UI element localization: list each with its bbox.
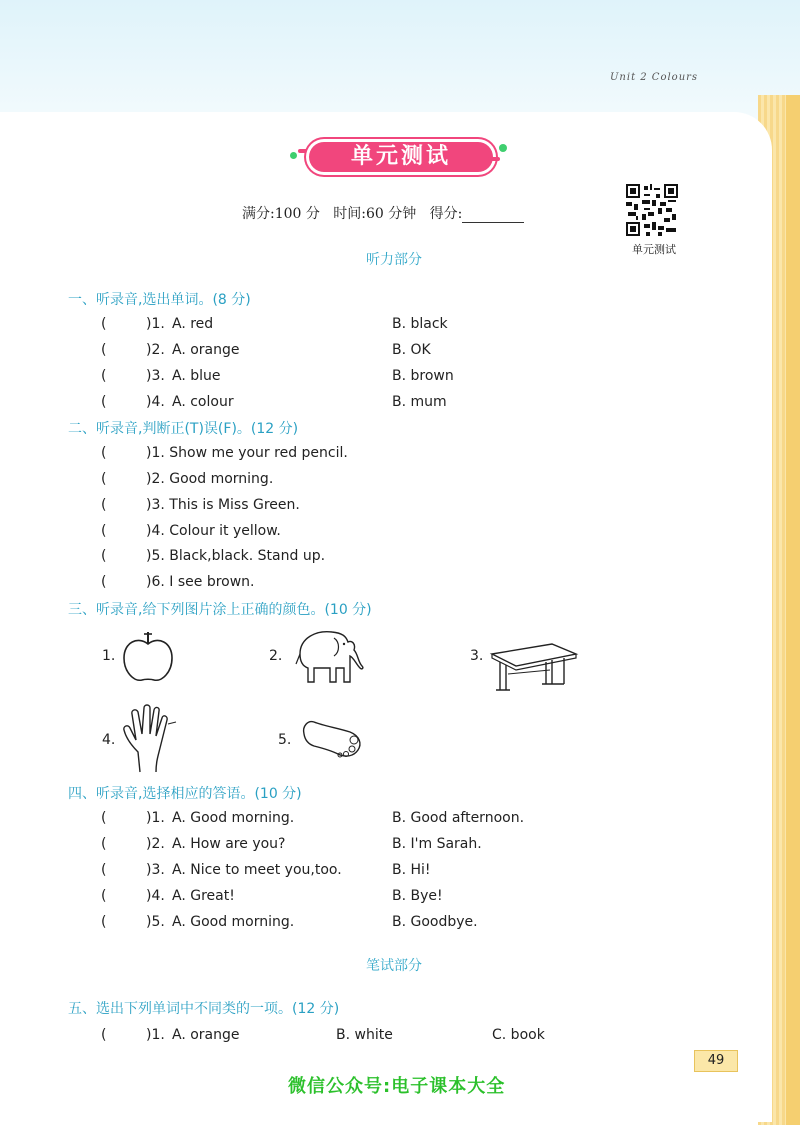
statement: )1. Show me your red pencil.	[146, 445, 348, 461]
statement: )5. Black,black. Stand up.	[146, 548, 326, 564]
page-number: 49	[694, 1050, 738, 1072]
option-a: A. Nice to meet you,too.	[172, 862, 342, 878]
listening-part-title: 听力部分	[366, 252, 422, 268]
option-b: B. brown	[392, 368, 454, 384]
statement: )2. Good morning.	[146, 471, 274, 487]
option-b: B. Bye!	[392, 888, 443, 904]
score-line	[242, 203, 524, 223]
option-b: B. Goodbye.	[392, 914, 478, 930]
question-number: )4.	[146, 394, 165, 410]
time-limit: 时间:60 分钟	[333, 206, 417, 222]
answer-paren[interactable]: (	[101, 810, 107, 826]
picture-number: 4.	[102, 732, 116, 748]
table-icon[interactable]	[490, 640, 580, 696]
answer-paren[interactable]: (	[101, 1027, 107, 1043]
answer-paren[interactable]: (	[101, 888, 107, 904]
score-blank[interactable]	[462, 208, 524, 223]
section-4-title: 四、听录音,选择相应的答语。(10 分)	[68, 786, 302, 802]
option-a: A. Great!	[172, 888, 235, 904]
full-score: 满分:100 分	[242, 206, 320, 222]
option-a: A. How are you?	[172, 836, 286, 852]
option-a: A. Good morning.	[172, 810, 295, 826]
decor-dot-icon	[499, 144, 507, 152]
statement: )6. I see brown.	[146, 574, 255, 590]
answer-paren[interactable]: (	[101, 394, 107, 410]
answer-paren[interactable]: (	[101, 914, 107, 930]
option-a: A. colour	[172, 394, 234, 410]
answer-paren[interactable]: (	[101, 316, 107, 332]
answer-paren[interactable]: (	[101, 471, 107, 487]
decor-dot-icon	[290, 152, 297, 159]
question-number: )2.	[146, 342, 165, 358]
answer-paren[interactable]: (	[101, 836, 107, 852]
question-number: )4.	[146, 888, 165, 904]
answer-paren[interactable]: (	[101, 497, 107, 513]
option-b: B. black	[392, 316, 448, 332]
option-b: B. Good afternoon.	[392, 810, 525, 826]
answer-paren[interactable]: (	[101, 862, 107, 878]
hand-icon[interactable]	[122, 702, 182, 774]
qr-code-icon[interactable]	[626, 184, 678, 236]
answer-paren[interactable]: (	[101, 548, 107, 564]
question-number: )1.	[146, 810, 165, 826]
section-2-title: 二、听录音,判断正(T)误(F)。(12 分)	[68, 421, 299, 437]
option-b: B. OK	[392, 342, 431, 358]
qr-label: 单元测试	[632, 243, 676, 256]
answer-paren[interactable]: (	[101, 574, 107, 590]
section-1-title: 一、听录音,选出单词。(8 分)	[68, 292, 251, 308]
option-a: A. orange	[172, 342, 240, 358]
elephant-icon[interactable]	[292, 624, 368, 688]
picture-number: 3.	[470, 648, 484, 664]
picture-number: 2.	[269, 648, 283, 664]
option-c: C. book	[492, 1027, 545, 1043]
question-number: )1.	[146, 316, 165, 332]
footer-watermark: 微信公众号:电子课本大全	[288, 1076, 506, 1097]
option-a: A. red	[172, 316, 214, 332]
section-5-title: 五、选出下列单词中不同类的一项。(12 分)	[68, 1001, 340, 1017]
question-number: )1.	[146, 1027, 165, 1043]
score-label: 得分:	[429, 206, 463, 222]
question-number: )3.	[146, 368, 165, 384]
question-number: )2.	[146, 836, 165, 852]
statement: )4. Colour it yellow.	[146, 523, 281, 539]
picture-number: 1.	[102, 648, 116, 664]
option-a: A. orange	[172, 1027, 240, 1043]
option-a: A. blue	[172, 368, 221, 384]
option-a: A. Good morning.	[172, 914, 295, 930]
picture-number: 5.	[278, 732, 292, 748]
section-3-title: 三、听录音,给下列图片涂上正确的颜色。(10 分)	[68, 602, 372, 618]
answer-paren[interactable]: (	[101, 523, 107, 539]
writing-part-title: 笔试部分	[366, 958, 422, 974]
option-b: B. Hi!	[392, 862, 431, 878]
answer-paren[interactable]: (	[101, 342, 107, 358]
apple-icon[interactable]	[120, 628, 176, 684]
decor-bar-icon	[488, 157, 500, 161]
answer-paren[interactable]: (	[101, 445, 107, 461]
running-head: Unit 2 Colours	[610, 72, 699, 83]
page-title: 单元测试	[306, 139, 496, 175]
option-b: B. mum	[392, 394, 447, 410]
statement: )3. This is Miss Green.	[146, 497, 300, 513]
option-b: B. I'm Sarah.	[392, 836, 482, 852]
foot-icon[interactable]	[298, 714, 364, 762]
answer-paren[interactable]: (	[101, 368, 107, 384]
option-b: B. white	[336, 1027, 393, 1043]
page-edge-dark	[786, 95, 800, 1125]
question-number: )3.	[146, 862, 165, 878]
question-number: )5.	[146, 914, 165, 930]
